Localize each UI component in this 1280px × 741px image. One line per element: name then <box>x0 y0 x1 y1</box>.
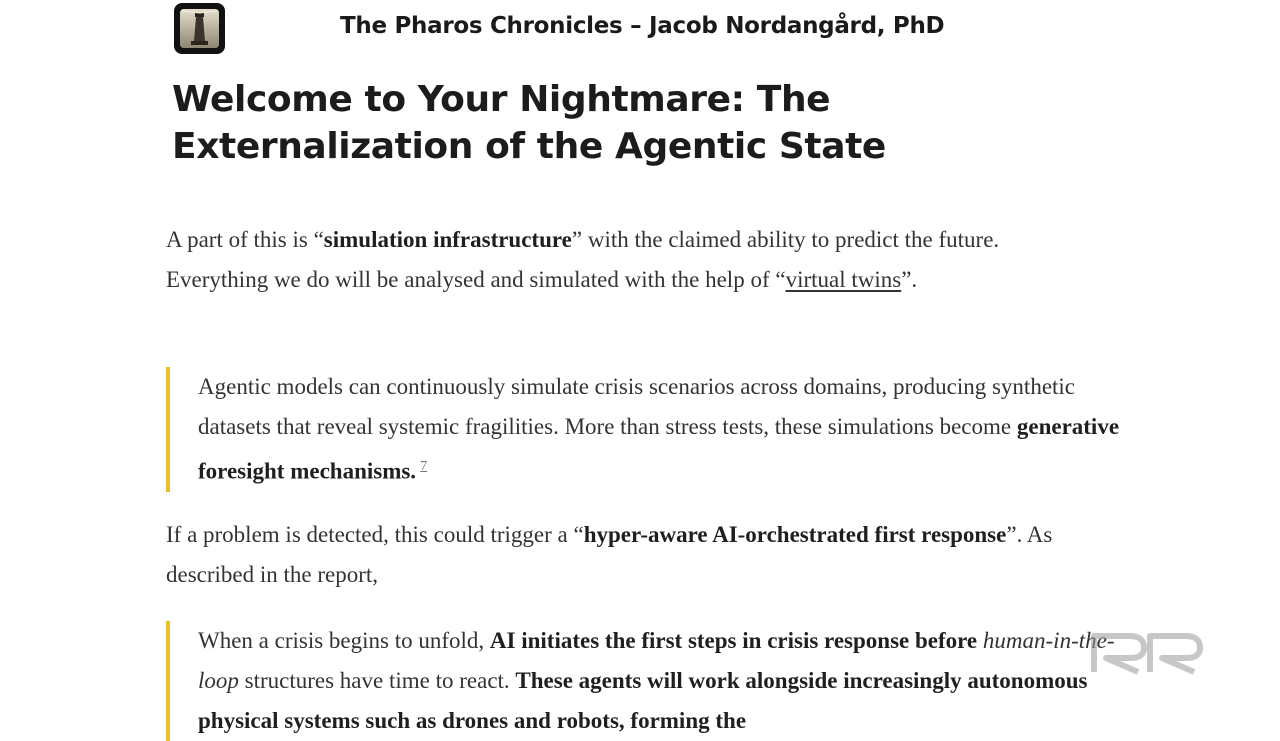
bold-phrase: These agents will work alongside increasingly autonomous physical systems such as drones and robots, forming the <box>198 668 1088 733</box>
paragraph-simulation: A part of this is “simulation infrastructure” with the claimed ability to predict the future. Everything we do will be analysed and simulated with the help of “virtual twins”. <box>166 227 1000 292</box>
blockquote-text: Agentic models can continuously simulate crisis scenarios across domains, producing synthetic datasets that reveal systemic fragilities. More than stress tests, these simulations become generative foresight mechanisms. $^7$ <box>198 374 1120 484</box>
bold-phrase: hyper-aware AI-orchestrated first response <box>583 522 1007 547</box>
bold-phrase: generative foresight mechanisms. <box>198 414 1120 484</box>
virtual-twins-link[interactable]: virtual twins <box>785 267 902 292</box>
bold-phrase: simulation infrastructure <box>323 227 572 252</box>
publication-logo[interactable] <box>174 3 225 54</box>
blockquote-text: When a crisis begins to unfold, AI initiates the first steps in crisis response before human-in-the-loop structures have time to react. These agents will work alongside increasingly autonomous physical systems such as drones and robots, forming the <box>198 628 1115 733</box>
bold-phrase: AI initiates the first steps in crisis response before <box>489 628 978 653</box>
rr-watermark-icon <box>1086 628 1210 678</box>
lighthouse-icon <box>174 3 225 54</box>
paragraph-first-response: If a problem is detected, this could trigger a “hyper-aware AI-orchestrated first response”. As described in the report, <box>166 522 1053 587</box>
blockquote-crisis-response <box>166 621 1138 741</box>
italic-phrase: human-in-the-loop <box>198 628 1115 693</box>
publication-name[interactable]: The Pharos Chronicles – Jacob Nordangård, PhD <box>340 13 945 39</box>
footnote-link[interactable]: 7 <box>420 459 428 474</box>
blockquote-foresight <box>166 367 1138 492</box>
publication-header <box>0 0 1280 58</box>
article-title: Welcome to Your Nightmare: The Externalization of the Agentic State <box>172 79 886 167</box>
